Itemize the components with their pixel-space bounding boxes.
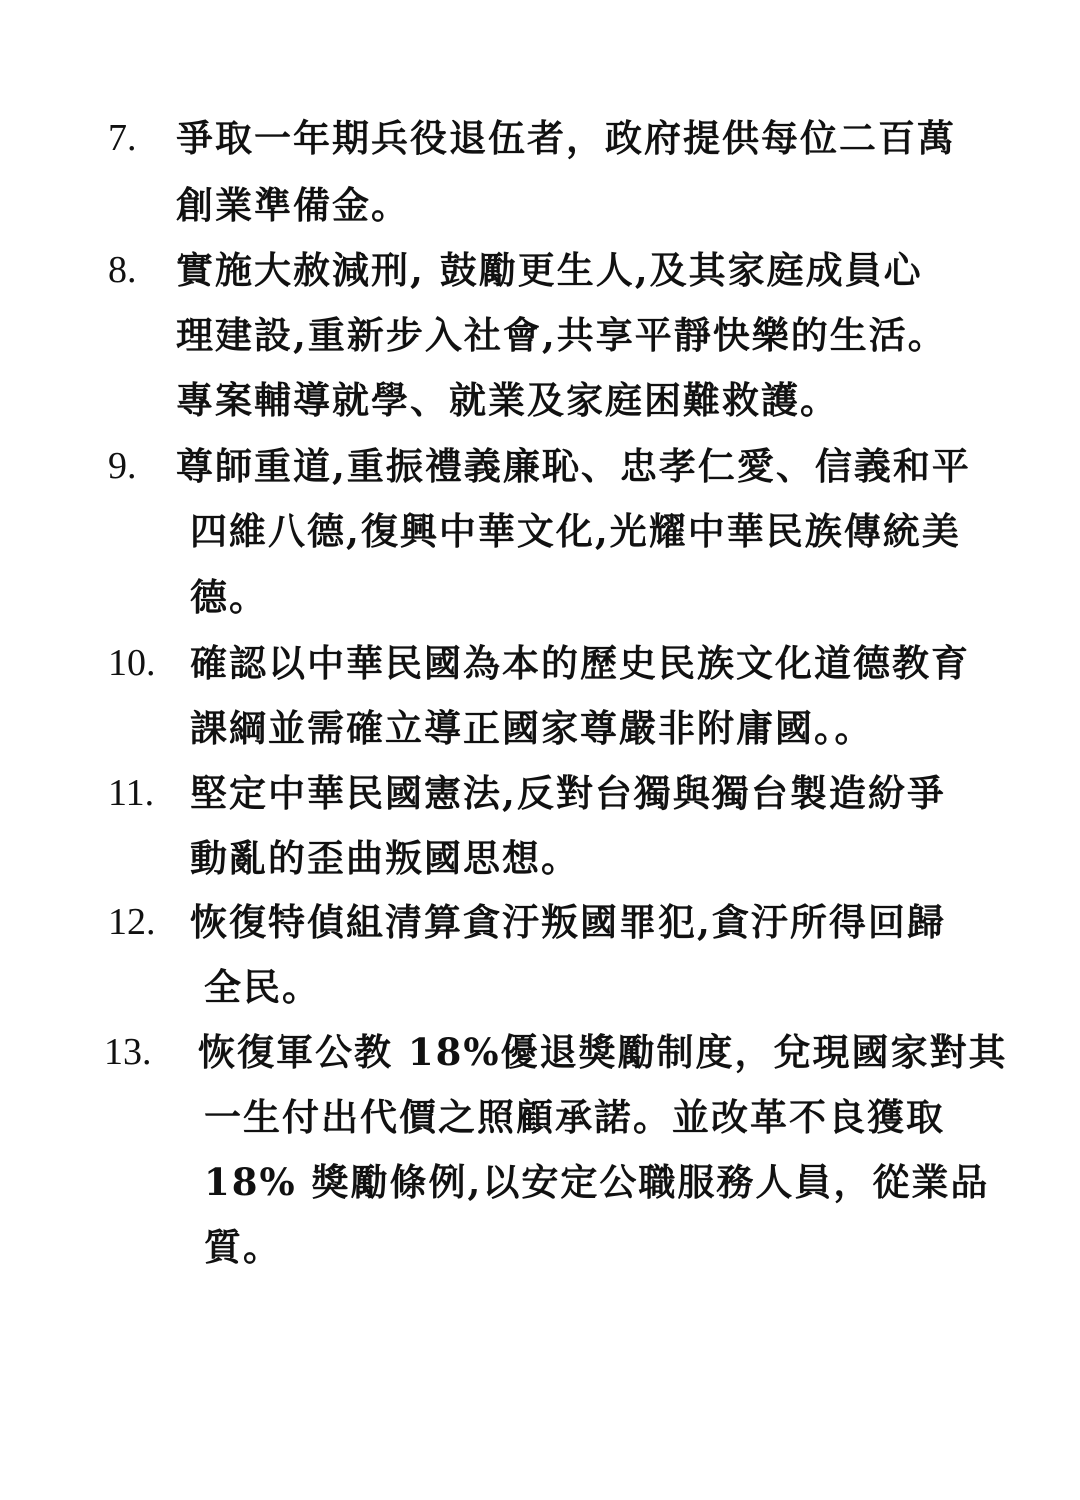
item-text-line: 尊師重道,重振禮義廉恥、忠孝仁愛、信義和平 bbox=[176, 444, 971, 488]
item-text-line: 堅定中華民國憲法,反對台獨與獨台製造紛爭 bbox=[190, 771, 946, 815]
item-text-line: 四維八德,復興中華文化,光耀中華民族傳統美 bbox=[190, 509, 961, 553]
item-text-line: 一生付出代價之照顧承諾。並改革不良獲取 bbox=[204, 1095, 945, 1139]
item-text-line: 爭取一年期兵役退伍者，政府提供每位二百萬 bbox=[176, 116, 956, 160]
item-text-line: 恢復特偵組清算貪汙叛國罪犯,貪汙所得回歸 bbox=[190, 900, 946, 944]
item-number: 7. bbox=[108, 117, 137, 159]
item-text-line: 18% 獎勵條例,以安定公職服務人員，從業品 bbox=[204, 1160, 990, 1204]
item-text-line: 恢復軍公教 18%優退獎勵制度，兌現國家對其 bbox=[198, 1030, 1008, 1074]
item-text-line: 質。 bbox=[204, 1225, 282, 1269]
item-text-line: 理建設,重新步入社會,共享平靜快樂的生活。 bbox=[176, 313, 947, 357]
item-number: 10. bbox=[108, 642, 156, 684]
item-text-line: 創業準備金。 bbox=[176, 183, 410, 227]
item-text-line: 專案輔導就學、就業及家庭困難救護。 bbox=[176, 378, 839, 422]
item-number: 12. bbox=[108, 901, 156, 943]
item-number: 9. bbox=[108, 445, 137, 487]
item-text-line: 確認以中華民國為本的歷史民族文化道德教育 bbox=[190, 641, 970, 685]
item-number: 11. bbox=[108, 772, 155, 814]
item-text-line: 實施大赦減刑, 鼓勵更生人,及其家庭成員心 bbox=[176, 248, 923, 292]
item-number: 13. bbox=[104, 1031, 152, 1073]
item-text-line: 動亂的歪曲叛國思想。 bbox=[190, 836, 580, 880]
item-number: 8. bbox=[108, 249, 137, 291]
item-text-line: 全民。 bbox=[204, 965, 321, 1009]
item-text-line: 課綱並需確立導正國家尊嚴非附庸國。。 bbox=[190, 706, 874, 750]
item-text-line: 德。 bbox=[190, 575, 268, 619]
